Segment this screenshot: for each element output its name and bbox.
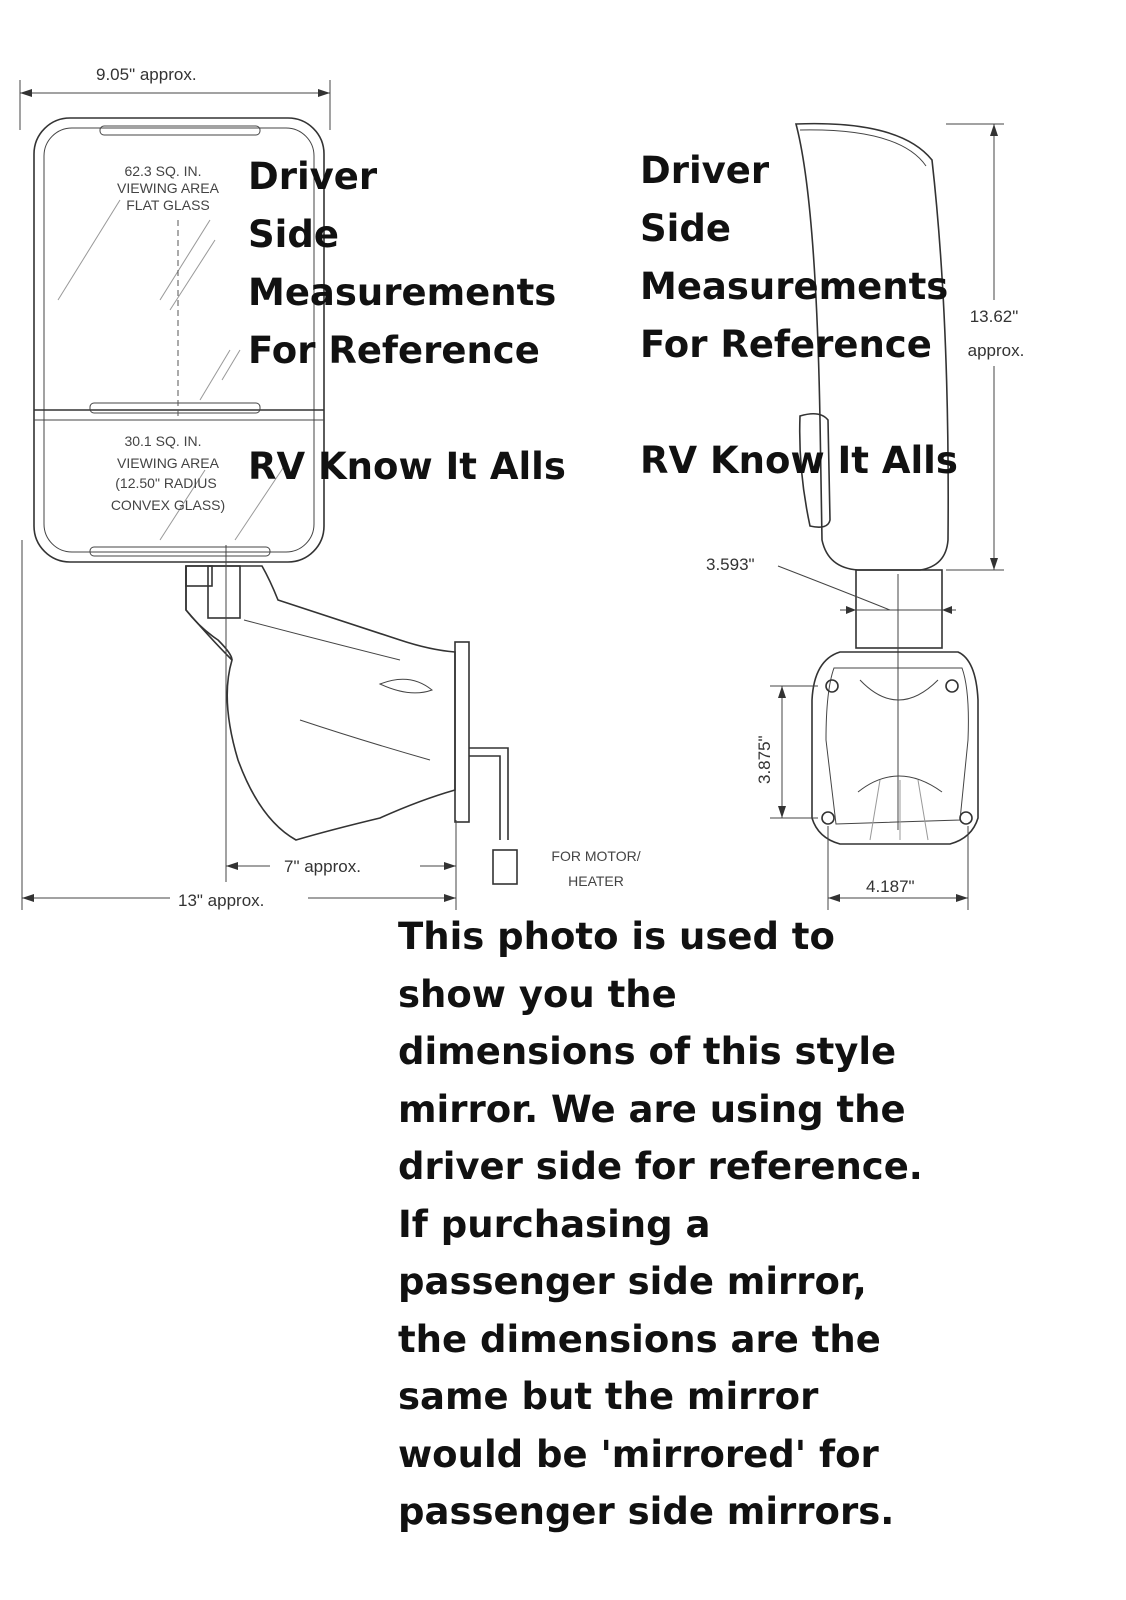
height-dimension-line-2: approx.	[967, 341, 1025, 360]
upper-glass-line-3: FLAT GLASS	[126, 197, 210, 213]
overlay-left-line: Side	[248, 213, 339, 256]
note-line: mirror. We are using the	[398, 1087, 906, 1131]
note-line: show you the	[398, 972, 677, 1016]
base-width-label: 4.187"	[866, 877, 915, 896]
overlay-right-line: Side	[640, 207, 731, 250]
lower-glass-line-4: CONVEX GLASS)	[110, 497, 226, 513]
base-height-label: 3.875"	[755, 735, 774, 784]
connector-label-line-2: HEATER	[568, 873, 624, 889]
connector-label-line-1: FOR MOTOR/	[551, 848, 641, 864]
note-line: same but the mirror	[398, 1375, 819, 1418]
overlay-right-line: Measurements	[640, 265, 949, 308]
lower-glass-line-1: 30.1 SQ. IN.	[124, 433, 202, 449]
upper-glass-line-1: 62.3 SQ. IN.	[124, 163, 202, 179]
overlay-right-text	[640, 142, 958, 490]
note-line: the dimensions are the	[398, 1317, 881, 1361]
note-line: If purchasing a	[398, 1202, 711, 1246]
reference-note	[398, 908, 1098, 1541]
note-line: would be 'mirrored' for	[398, 1432, 879, 1476]
lower-glass-line-2: VIEWING AREA	[117, 455, 219, 471]
overlay-right-line	[640, 374, 958, 432]
arm-dimension-label: 7" approx.	[284, 857, 361, 876]
overlay-left-line: Driver	[248, 155, 378, 198]
overlay-right-line: Driver	[640, 149, 770, 192]
overlay-left-text	[248, 148, 566, 496]
overlay-left-brand: RV Know It Alls	[248, 445, 566, 488]
upper-glass-line-2: VIEWING AREA	[117, 180, 219, 196]
lower-glass-line-3: (12.50" RADIUS	[115, 475, 217, 491]
note-line: dimensions of this style	[398, 1030, 897, 1073]
note-line: passenger side mirror,	[398, 1260, 867, 1303]
note-line: driver side for reference.	[398, 1145, 923, 1188]
overlay-right-line: For Reference	[640, 323, 932, 366]
overlay-left-line	[248, 380, 566, 438]
width-dimension-label: 9.05" approx.	[96, 65, 197, 84]
note-line: This photo is used to	[398, 915, 835, 958]
height-dimension-line-1: 13.62"	[969, 307, 1019, 326]
overlay-right-brand: RV Know It Alls	[640, 439, 958, 482]
neck-dimension-label: 3.593"	[706, 555, 755, 574]
overlay-left-line: For Reference	[248, 329, 540, 372]
note-line: passenger side mirrors.	[398, 1490, 895, 1533]
overlay-left-line: Measurements	[248, 271, 557, 314]
overall-dimension-label: 13" approx.	[178, 891, 265, 910]
